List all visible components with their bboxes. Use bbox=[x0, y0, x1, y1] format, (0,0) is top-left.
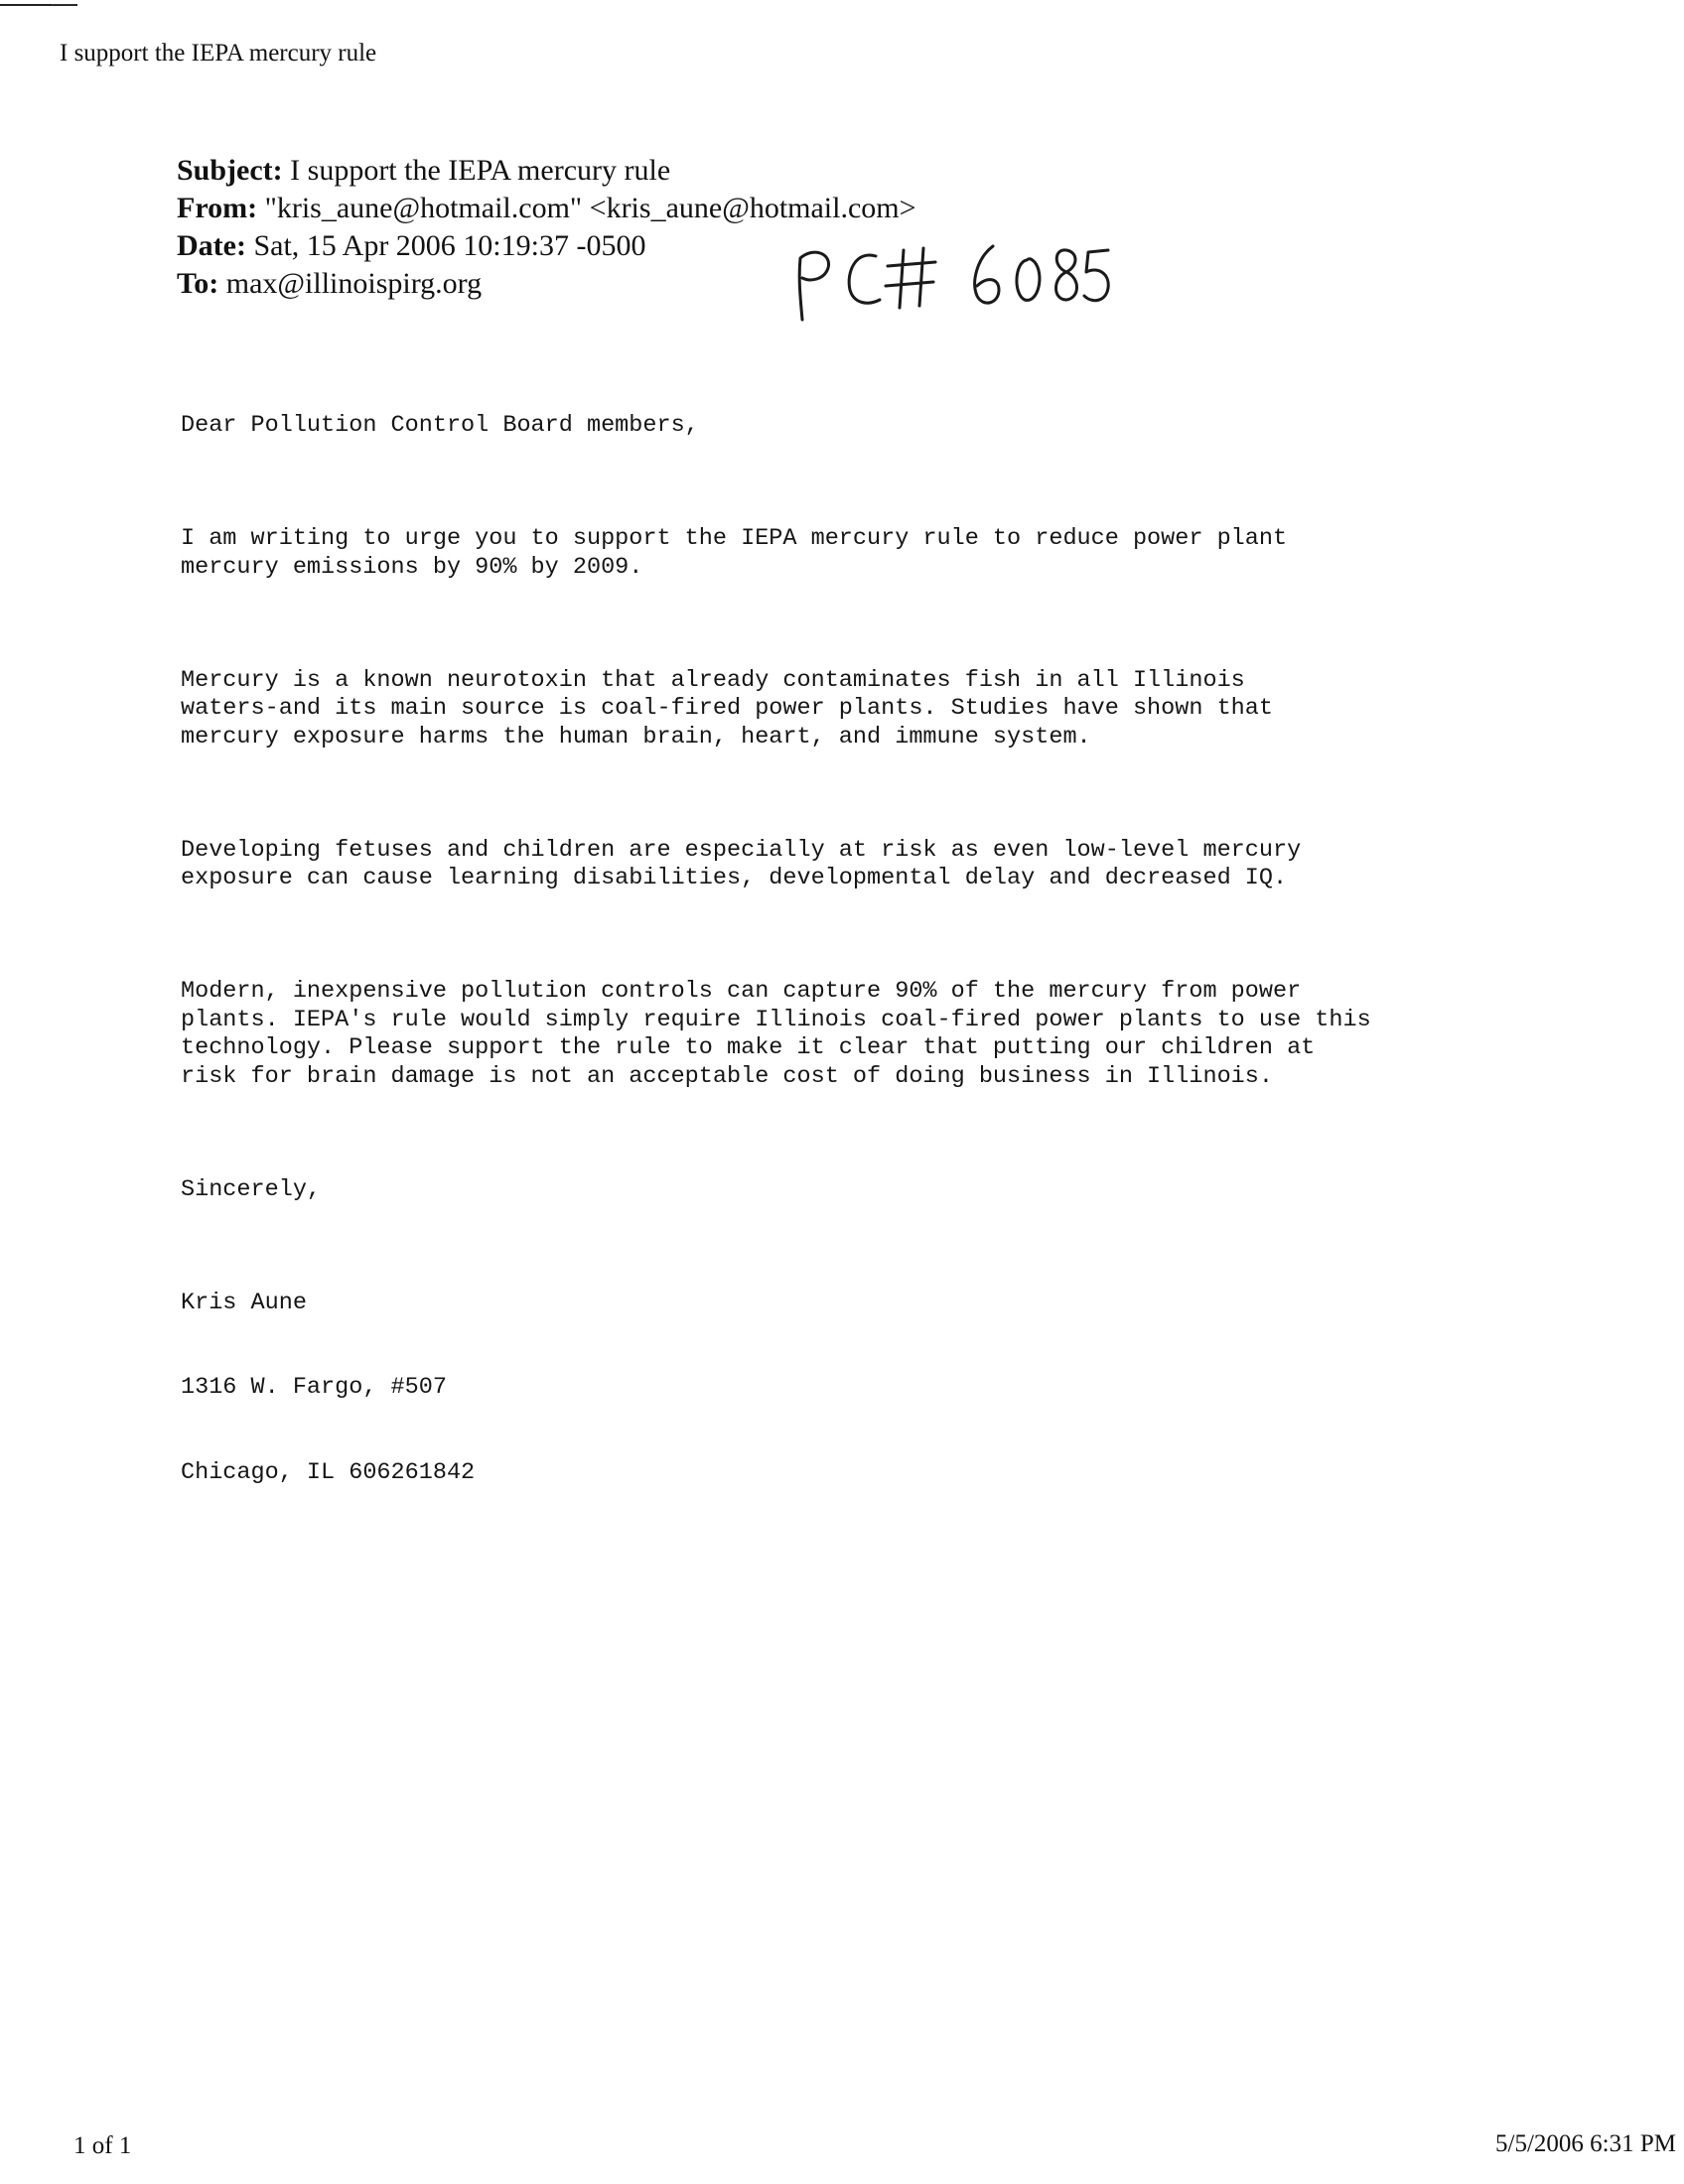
page-count: 1 of 1 bbox=[73, 2132, 132, 2159]
date-value: Sat, 15 Apr 2006 10:19:37 -0500 bbox=[253, 229, 646, 262]
email-body bbox=[181, 355, 1371, 1516]
signature-name: Kris Aune bbox=[181, 1289, 307, 1316]
subject-value: I support the IEPA mercury rule bbox=[290, 154, 671, 187]
from-label: From: bbox=[177, 192, 258, 224]
to-label: To: bbox=[177, 267, 219, 300]
to-value: max@illinoispirg.org bbox=[225, 267, 483, 300]
paragraph-4: Modern, inexpensive pollution controls can capture 90% of the mercury from power plants. IEPA's rule would simply require Illinois coal-fired power plants to use this technology. Please support the rule to make it clear that putting our children at risk for brain damage is not an acceptable cost of doing business in Illinois. bbox=[181, 978, 1371, 1090]
printed-timestamp: 5/5/2006 6:31 PM bbox=[1495, 2130, 1676, 2157]
closing: Sincerely, bbox=[181, 1175, 322, 1203]
subject-row bbox=[177, 152, 916, 190]
salutation: Dear Pollution Control Board members, bbox=[181, 412, 699, 439]
signature-address-line1: 1316 W. Fargo, #507 bbox=[181, 1374, 447, 1401]
paragraph-2: Mercury is a known neurotoxin that already contaminates fish in all Illinois waters-and its main source is coal-fired power plants. Studies have shown that mercury exposure harms the human brain, heart, and immune system. bbox=[181, 666, 1273, 751]
signature-address-line2: Chicago, IL 606261842 bbox=[181, 1458, 476, 1486]
subject-label: Subject: bbox=[177, 154, 283, 187]
date-label: Date: bbox=[177, 229, 246, 262]
from-row bbox=[177, 190, 916, 227]
handwritten-stamp bbox=[784, 238, 1112, 328]
paragraph-1: I am writing to urge you to support the IEPA mercury rule to reduce power plant mercury emissions by 90% by 2009. bbox=[181, 525, 1288, 581]
corner-mark bbox=[0, 4, 77, 6]
paragraph-3: Developing fetuses and children are especially at risk as even low-level mercury exposure can cause learning disabilities, developmental delay and decreased IQ. bbox=[181, 836, 1302, 891]
from-value: "kris_aune@hotmail.com" <kris_aune@hotmail.com> bbox=[264, 192, 916, 224]
page-header-title: I support the IEPA mercury rule bbox=[60, 40, 377, 67]
